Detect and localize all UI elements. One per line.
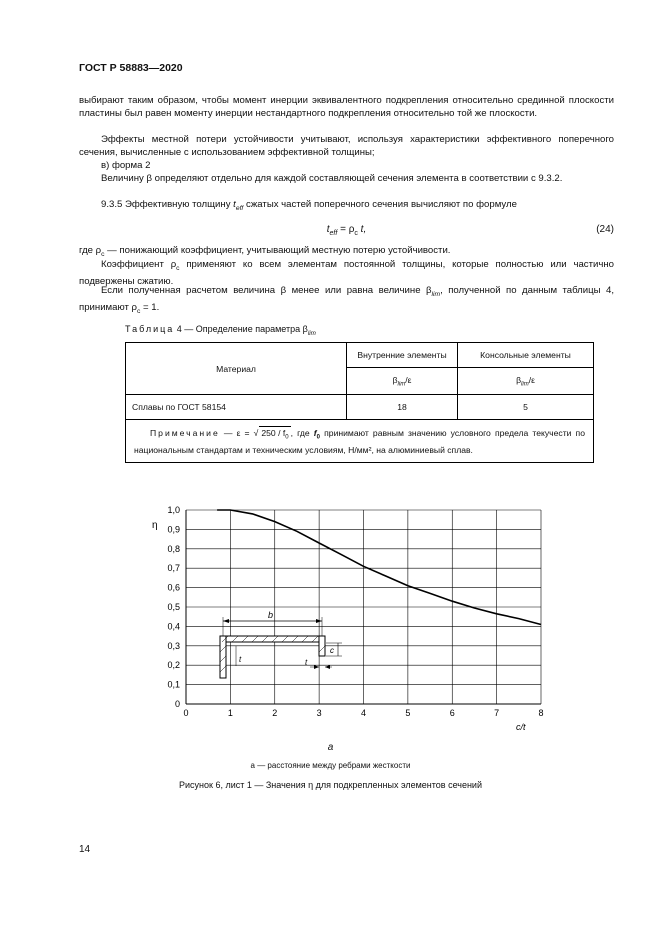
paragraph-2: Эффекты местной потери устойчивости учитывают, используя характеристики эффективного поперечного сечения, вычисленные с использованием эффективной толщины; (79, 134, 614, 158)
x-axis-label: c/t (516, 722, 526, 732)
y-axis-label: η (152, 520, 158, 531)
x-tick-labels (183, 708, 543, 718)
y-tick-label: 0,1 (167, 679, 180, 690)
x-tick-label: 4 (360, 708, 367, 718)
y-tick-label: 0 (174, 699, 180, 709)
x-tick-label: 1 (227, 708, 233, 718)
paragraph-4: Величину β определяют отдельно для каждой составляющей сечения элемента в соответствии с 9.3.2. (101, 173, 563, 184)
row-console-value: 5 (458, 395, 594, 420)
formula-24: $t_{eff} = \rho_c$ t, (24) (326, 224, 614, 237)
paragraph-7: Коэффициент $\rho_c$ применяют ко всем элементам постоянной толщины, которые полностью или частично подвержены сжатию. (79, 259, 614, 287)
row-inner-value: 18 (347, 395, 458, 420)
eta-curve (217, 510, 541, 625)
paragraph-1: выбирают таким образом, чтобы момент инерции эквивалентного подкрепления относительно срединной плоскости пластины был равен моменту инерции нестандартного подкрепления относительно той же плоскости. (79, 95, 614, 119)
document-header: ГОСТ Р 58883—2020 (79, 62, 183, 74)
formula-number: (24) (596, 224, 614, 235)
inset-flange (220, 636, 325, 642)
x-tick-label: 8 (538, 708, 544, 718)
chart-grid (186, 510, 541, 704)
header-material: Материал (126, 343, 347, 395)
paragraph-5: 9.3.5 Эффективную толщину $t_{eff}$ сжатых частей поперечного сечения вычисляют по формуле (101, 199, 517, 212)
y-tick-label: 1,0 (167, 505, 180, 515)
subheader-console: $\beta_{lim}/\varepsilon$ (458, 368, 594, 395)
x-tick-label: 6 (449, 708, 455, 718)
inset-label-c: c (330, 646, 334, 655)
table-beta-lim (125, 342, 594, 463)
x-tick-label: 0 (183, 708, 189, 718)
figure-caption: Рисунок 6, лист 1 — Значения η для подкрепленных элементов сечений (179, 780, 482, 790)
inset-label-b: b (268, 610, 274, 620)
x-tick-label: 3 (316, 708, 322, 718)
y-tick-labels (167, 505, 180, 709)
header-console: Консольные элементы (458, 343, 594, 368)
subheader-inner: $\beta_{lim}/\varepsilon$ (347, 368, 458, 395)
y-tick-label: 0,8 (167, 543, 180, 554)
y-tick-label: 0,5 (167, 602, 180, 612)
paragraph-6: где $\rho_c$ — понижающий коэффициент, учитывающий местную потерю устойчивости. (79, 245, 451, 258)
figure-legend: a — расстояние между ребрами жесткости (250, 761, 411, 770)
eta-chart (150, 498, 560, 738)
section-inset (220, 610, 342, 678)
page-number: 14 (79, 844, 91, 855)
y-tick-label: 0,7 (167, 563, 180, 574)
inset-label-t1: t (239, 655, 242, 664)
y-tick-label: 0,6 (167, 582, 180, 593)
x-tick-label: 2 (272, 708, 278, 718)
figure-label: a (327, 742, 334, 753)
y-tick-label: 0,2 (167, 660, 180, 671)
y-tick-label: 0,4 (167, 621, 180, 632)
inset-lip (319, 636, 325, 656)
y-tick-label: 0,3 (167, 640, 180, 651)
paragraph-8: Если полученная расчетом величина β менее или равна величине $\beta_{lim}$, полученной по данным таблицы 4, принимают $\rho_c = 1$. (79, 285, 614, 315)
x-tick-label: 7 (494, 708, 500, 718)
header-inner: Внутренние элементы (347, 343, 458, 368)
paragraph-3: в) форма 2 (101, 160, 151, 171)
row-material: Сплавы по ГОСТ 58154 (126, 395, 347, 420)
x-tick-label: 5 (405, 708, 411, 718)
y-tick-label: 0,9 (167, 524, 180, 535)
inset-label-t2: t (305, 658, 308, 667)
table-note: Примечание — ε = √ $250 / f_0$ , где $f_0$ принимают равным значению условного предела текучести по национальным стандартам и техническим условиям, Н/мм², на алюминиевый сплав. (126, 420, 594, 463)
table-caption: Таблица 4 — Определение параметра $\beta_{lim}$ (125, 324, 316, 337)
